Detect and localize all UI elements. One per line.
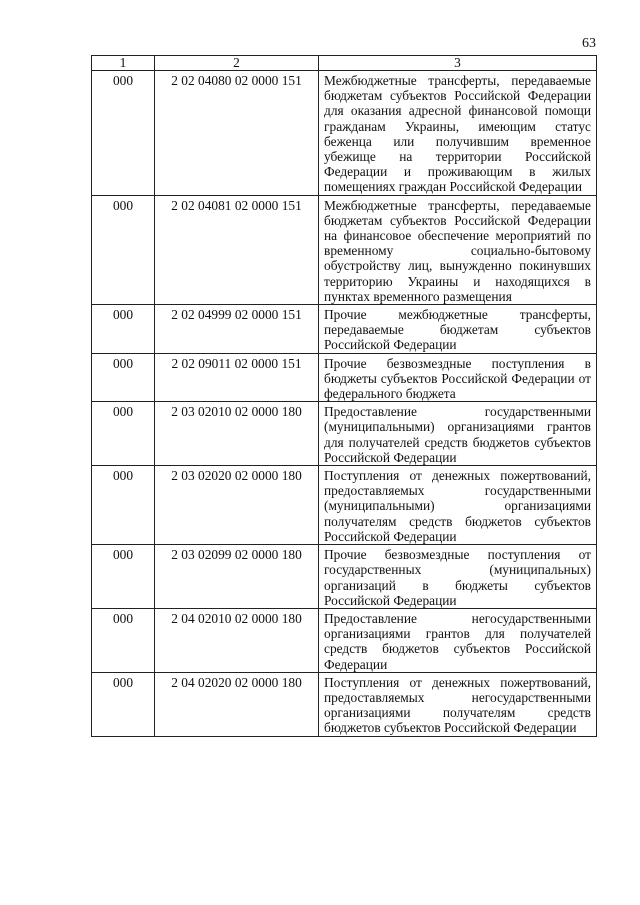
table-row <box>92 466 597 545</box>
header-row <box>92 56 597 71</box>
column-header-1: 1 <box>92 56 155 71</box>
table-row <box>92 305 597 354</box>
budget-code-cell: 2 02 04081 02 0000 151 <box>155 195 319 304</box>
budget-code-cell: 2 02 04080 02 0000 151 <box>155 71 319 196</box>
revenue-name-cell: Межбюджетные трансферты, передаваемые бюджетам субъектов Российской Федерации на финансовое обеспечение мероприятий по временному социально-бытовому обустройству лиц, вынужденно покинувших территорию Украины и находящихся в пунктах временного размещения <box>319 195 597 304</box>
admin-code-cell: 000 <box>92 672 155 736</box>
table-row <box>92 672 597 736</box>
table-row <box>92 71 597 196</box>
page-number: 63 <box>582 36 596 51</box>
budget-code-cell: 2 03 02020 02 0000 180 <box>155 466 319 545</box>
column-header-3: 3 <box>319 56 597 71</box>
revenue-name-cell: Поступления от денежных пожертвований, предоставляемых негосударственными организациями получателям средств бюджетов субъектов Российской Федерации <box>319 672 597 736</box>
admin-code-cell: 000 <box>92 195 155 304</box>
table-row <box>92 608 597 672</box>
revenue-name-cell: Поступления от денежных пожертвований, предоставляемых государственными (муниципальными) организациями получателям средств бюджетов субъектов Российской Федерации <box>319 466 597 545</box>
table-row <box>92 195 597 304</box>
budget-code-cell: 2 03 02099 02 0000 180 <box>155 545 319 609</box>
table-row <box>92 402 597 466</box>
budget-code-cell: 2 02 04999 02 0000 151 <box>155 305 319 354</box>
revenue-name-cell: Межбюджетные трансферты, передаваемые бюджетам субъектов Российской Федерации для оказания адресной финансовой помощи гражданам Украины, имеющим статус беженца или получившим временное убежище на территории Российской Федерации и проживающим в жилых помещениях граждан Российской Федерации <box>319 71 597 196</box>
revenue-name-cell: Предоставление негосударственными организациями грантов для получателей средств бюджетов субъектов Российской Федерации <box>319 608 597 672</box>
table-row <box>92 545 597 609</box>
budget-code-cell: 2 03 02010 02 0000 180 <box>155 402 319 466</box>
revenue-name-cell: Предоставление государственными (муниципальными) организациями грантов для получателей средств бюджетов субъектов Российской Федерации <box>319 402 597 466</box>
admin-code-cell: 000 <box>92 466 155 545</box>
admin-code-cell: 000 <box>92 402 155 466</box>
revenue-name-cell: Прочие межбюджетные трансферты, передаваемые бюджетам субъектов Российской Федерации <box>319 305 597 354</box>
column-header-2: 2 <box>155 56 319 71</box>
admin-code-cell: 000 <box>92 545 155 609</box>
revenue-name-cell: Прочие безвозмездные поступления в бюджеты субъектов Российской Федерации от федерального бюджета <box>319 353 597 402</box>
admin-code-cell: 000 <box>92 305 155 354</box>
admin-code-cell: 000 <box>92 353 155 402</box>
table-row <box>92 353 597 402</box>
revenue-classification-table <box>91 55 597 737</box>
admin-code-cell: 000 <box>92 608 155 672</box>
budget-code-cell: 2 04 02010 02 0000 180 <box>155 608 319 672</box>
admin-code-cell: 000 <box>92 71 155 196</box>
revenue-name-cell: Прочие безвозмездные поступления от государственных (муниципальных) организаций в бюджеты субъектов Российской Федерации <box>319 545 597 609</box>
budget-code-cell: 2 02 09011 02 0000 151 <box>155 353 319 402</box>
budget-code-cell: 2 04 02020 02 0000 180 <box>155 672 319 736</box>
